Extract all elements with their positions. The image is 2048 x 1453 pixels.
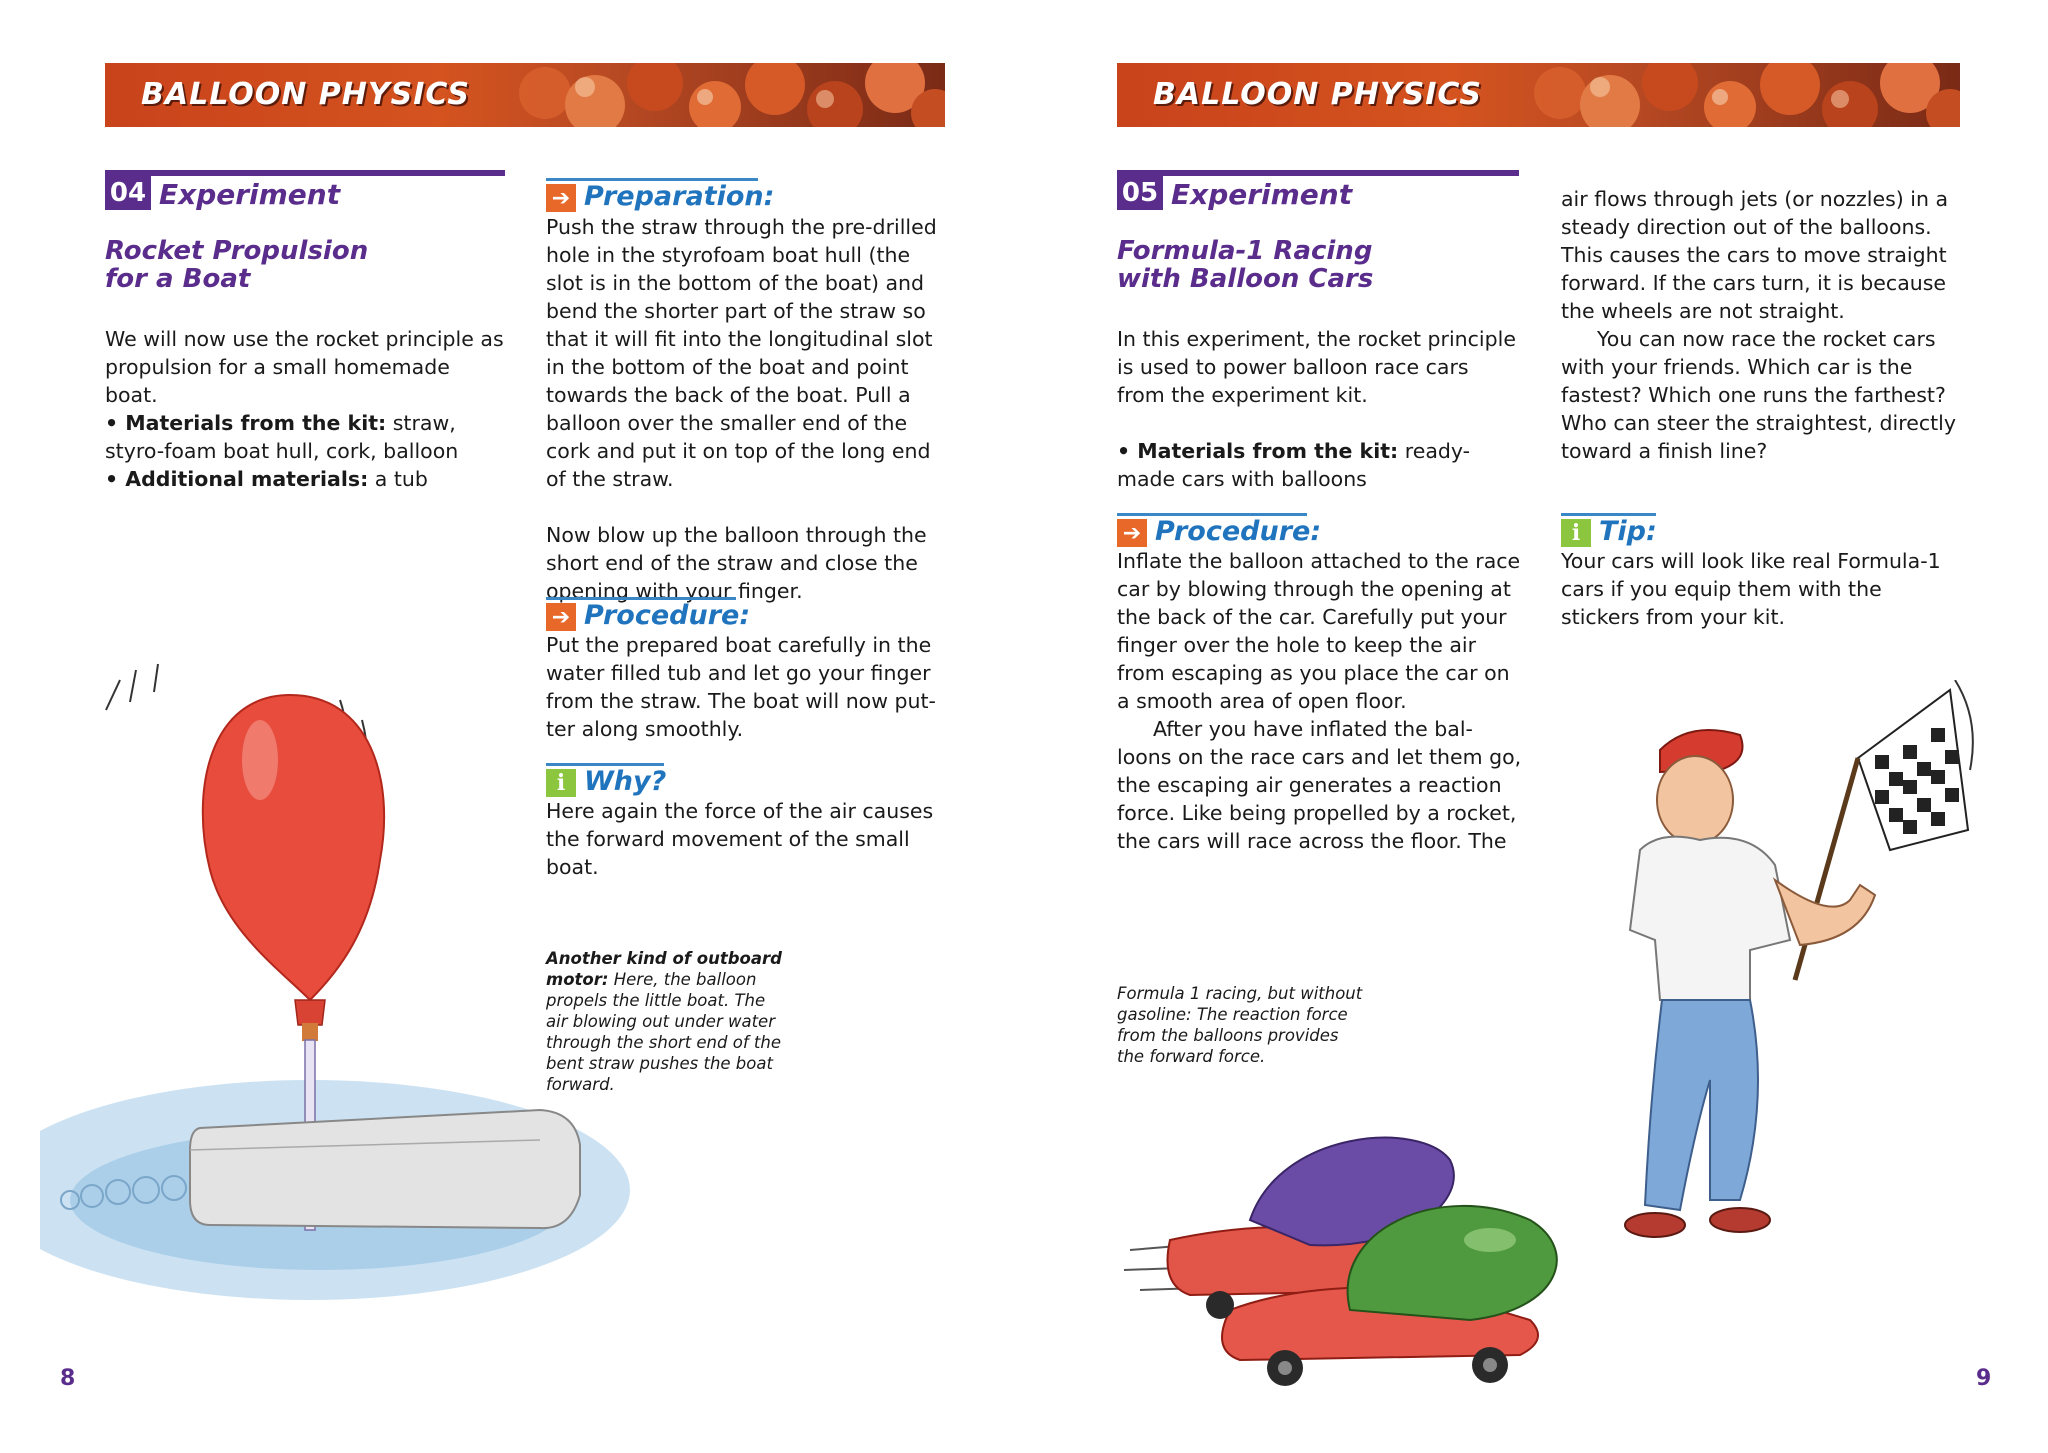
- right-page-number: 9: [1976, 1366, 1992, 1391]
- experiment-number: 05: [1117, 176, 1163, 210]
- left-procedure-text: Put the prepared boat carefully in the water filled tub and let go your finger from the straw. The boat will now put-ter along smoothly.: [546, 633, 936, 741]
- left-experiment-header: [105, 170, 505, 210]
- left-materials: • Materials from the kit: straw, styro-foam boat hull, cork, balloon • Additional materials: a tub: [105, 411, 459, 491]
- right-experiment-title: Formula-1 Racing with Balloon Cars: [1117, 236, 1374, 294]
- experiment-number: 04: [105, 176, 151, 210]
- left-banner: [105, 63, 945, 127]
- procedure-label: Procedure:: [1155, 516, 1322, 547]
- preparation-text: Push the straw through the pre-drilled hole in the styrofoam boat hull (the slot is in the bottom of the boat) and bend the shorter part of the straw so that it will fit into the longitudinal slot in the bottom of the boat and point towards the back of the boat. Pull a balloon over the smaller end of the cork and put it on top of the long end of the straw. Now blow up the balloon through the short end of the straw and close the opening with your finger.: [546, 215, 937, 603]
- arrow-right-icon: ➔: [1117, 519, 1147, 547]
- boy-with-flag-illustration: [1600, 680, 1980, 1260]
- right-procedure-text: Inflate the balloon attached to the race car by blowing through the opening at the back of the car. Carefully put your finger over the hole to keep the air from escaping as you place the car on a smooth area of open floor. After you have inflated the bal-loons on the race cars and let them go, the escaping air generates a reaction force. Like being propelled by a rocket, the cars will race across the floor. The: [1117, 549, 1522, 853]
- left-page-number: 8: [60, 1366, 76, 1391]
- left-procedure-header: [546, 597, 751, 633]
- why-text: Here again the force of the air causes the forward movement of the small boat.: [546, 799, 934, 879]
- balloon-boat-illustration: [40, 640, 640, 1320]
- procedure-label: Procedure:: [584, 600, 751, 631]
- right-materials: • Materials from the kit: ready-made cars with balloons: [1117, 439, 1471, 491]
- left-preparation-header: [546, 178, 775, 214]
- why-label: Why?: [584, 766, 667, 797]
- left-intro: We will now use the rocket principle as propulsion for a small homemade boat.: [105, 327, 504, 407]
- tip-label: Tip:: [1599, 516, 1657, 547]
- info-icon: i: [1561, 519, 1591, 547]
- tip-text: Your cars will look like real Formula-1 cars if you equip them with the stickers from your kit.: [1561, 549, 1941, 629]
- left-banner-title: BALLOON PHYSICS: [141, 77, 470, 112]
- right-intro: In this experiment, the rocket principle is used to power balloon race cars from the experiment kit.: [1117, 327, 1516, 407]
- right-procedure-header: [1117, 513, 1322, 549]
- boat-caption: Another kind of outboard motor: Here, the balloon propels the little boat. The air blowing out under water through the short end of the bent straw pushes the boat forward.: [546, 949, 782, 1094]
- right-experiment-header: [1117, 170, 1519, 210]
- arrow-right-icon: ➔: [546, 184, 576, 212]
- balloons-decoration: [505, 63, 945, 127]
- info-icon: i: [546, 769, 576, 797]
- right-banner-title: BALLOON PHYSICS: [1153, 77, 1482, 112]
- experiment-label: Experiment: [1171, 178, 1353, 211]
- balloon-cars-illustration: [1110, 1110, 1610, 1390]
- preparation-label: Preparation:: [584, 181, 775, 212]
- cars-caption: Formula 1 racing, but without gasoline: The reaction force from the balloons provides the forward force.: [1117, 984, 1363, 1066]
- right-banner: [1117, 63, 1960, 127]
- balloons-decoration: [1520, 63, 1960, 127]
- tip-header: [1561, 513, 1656, 549]
- left-experiment-title: Rocket Propulsion for a Boat: [105, 236, 369, 294]
- arrow-right-icon: ➔: [546, 603, 576, 631]
- right-column-text: air flows through jets (or nozzles) in a steady direction out of the balloons. This causes the cars to move straight forward. If the cars turn, it is because the wheels are not straight. You can now race the rocket cars with your friends. Which car is the fastest? Which one runs the farthest? Who can steer the straightest, directly toward a finish line?: [1561, 187, 1956, 463]
- experiment-label: Experiment: [159, 178, 341, 211]
